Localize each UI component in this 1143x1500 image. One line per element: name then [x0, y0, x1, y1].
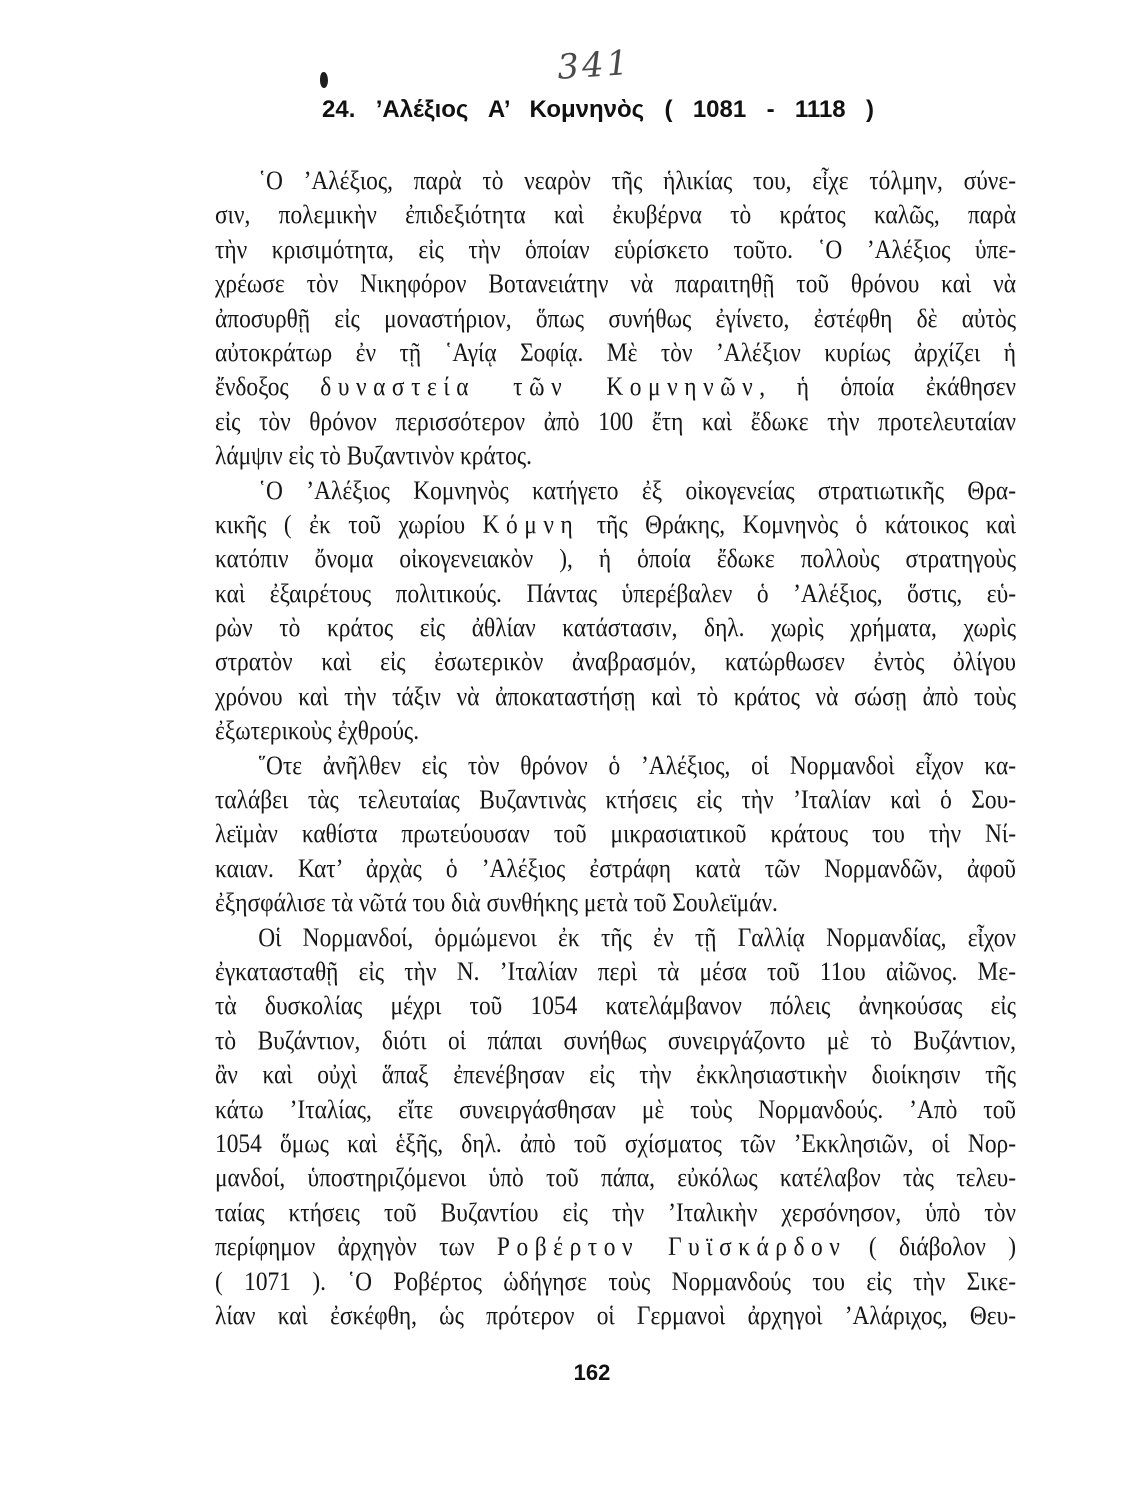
text-line: ἀποσυρθῇ εἰς μοναστήριον, ὅπως συνήθως ἐγίνετο, ἐστέφθη δὲ αὐτὸς: [215, 303, 1016, 333]
text-segment: τῆς Θράκης, Κομνηνὸς ὁ κάτοικος καὶ: [579, 509, 1017, 539]
text-line: λεϊμὰν καθίστα πρωτεύουσαν τοῦ μικρασιατικοῦ κράτους του τὴν Νί-: [215, 819, 1016, 849]
body-text: [215, 164, 1016, 1333]
text-segment: κικῆς ( ἐκ τοῦ χωρίου: [215, 509, 483, 539]
text-line: Οἱ Νορμανδοί, ὁρμώμενοι ἐκ τῆς ἐν τῇ Γαλλίᾳ Νορμανδίας, εἶχον: [258, 922, 1016, 952]
page-number: 162: [573, 1360, 611, 1385]
paragraph: [215, 474, 1016, 749]
text-line: καιαν. Κατ’ ἀρχὰς ὁ ’Αλέξιος ἐστράφη κατὰ τῶν Νορμανδῶν, ἀφοῦ: [215, 853, 1016, 883]
text-line: λάμψιν εἰς τὸ Βυζαντινὸν κράτος.: [215, 441, 532, 471]
text-line: ῞Οτε ἀνῆλθεν εἰς τὸν θρόνον ὁ ’Αλέξιος, οἱ Νορμανδοὶ εἶχον κα-: [258, 750, 1016, 780]
text-line: λίαν καὶ ἐσκέφθη, ὡς πρότερον οἱ Γερμανοὶ ἀρχηγοὶ ’Αλάριχος, Θευ-: [215, 1300, 1016, 1330]
text-line: ταλάβει τὰς τελευταίας Βυζαντινὰς κτήσεις εἰς τὴν ’Ιταλίαν καὶ ὁ Σου-: [215, 785, 1016, 815]
text-line: 1054 ὅμως καὶ ἑξῆς, δηλ. ἀπὸ τοῦ σχίσματος τῶν ’Εκκλησιῶν, οἱ Νορ-: [215, 1128, 1016, 1158]
chapter-title: 24. ’Αλέξιος Α’ Κομνηνὸς ( 1081 - 1118 ): [322, 96, 874, 123]
text-line: ρὼν τὸ κράτος εἰς ἀθλίαν κατάστασιν, δηλ. χωρὶς χρήματα, χωρὶς: [215, 613, 1016, 643]
text-line: ἐγκατασταθῇ εἰς τὴν Ν. ’Ιταλίαν περὶ τὰ μέσα τοῦ 11ου αἰῶνος. Με-: [215, 956, 1016, 986]
text-segment: περίφημον ἀρχηγὸν των: [215, 1232, 497, 1262]
text-line: ῾Ο ’Αλέξιος, παρὰ τὸ νεαρὸν τῆς ἡλικίας του, εἶχε τόλμην, σύνε-: [258, 166, 1016, 195]
text-line: [215, 1230, 1016, 1264]
handwritten-page-note: 341: [556, 42, 633, 88]
text-line: ἂν καὶ οὐχὶ ἅπαξ ἐπενέβησαν εἰς τὴν ἐκκλησιαστικὴν διοίκησιν τῆς: [215, 1060, 1016, 1090]
text-line: καὶ ἐξαιρέτους πολιτικούς. Πάντας ὑπερέβαλεν ὁ ’Αλέξιος, ὅστις, εὑ-: [215, 578, 1016, 608]
text-line: τὸ Βυζάντιον, διότι οἱ πάπαι συνήθως συνειργάζοντο μὲ τὸ Βυζάντιον,: [215, 1025, 1016, 1055]
text-line: [215, 370, 1016, 404]
letterspaced-emphasis: δυναστεία τῶν Κομνηνῶν: [320, 372, 760, 402]
letterspaced-emphasis: Ροβέρτον Γυϊσκάρδον: [496, 1232, 847, 1262]
text-line: τὰ δυσκολίας μέχρι τοῦ 1054 κατελάμβανον πόλεις ἀνηκούσας εἰς: [215, 991, 1016, 1021]
letterspaced-emphasis: Κόμνη: [482, 509, 580, 539]
text-line: ἐξησφάλισε τὰ νῶτά του διὰ συνθήκης μετὰ τοῦ Σουλεϊμάν.: [215, 888, 778, 918]
text-line: σιν, πολεμικὴν ἐπιδεξιότητα καὶ ἐκυβέρνα τὸ κράτος καλῶς, παρὰ: [215, 200, 1016, 230]
text-line: μανδοί, ὑποστηριζόμενοι ὑπὸ τοῦ πάπα, εὐκόλως κατέλαβον τὰς τελευ-: [215, 1163, 1016, 1193]
paragraph: [215, 164, 1016, 474]
text-line: χρόνου καὶ τὴν τάξιν νὰ ἀποκαταστήσῃ καὶ τὸ κράτος νὰ σώσῃ ἀπὸ τοὺς: [215, 681, 1016, 711]
text-line: [215, 508, 1016, 542]
paragraph: [215, 749, 1016, 921]
text-line: ἐξωτερικοὺς ἐχθρούς.: [215, 716, 420, 746]
text-line: ( 1071 ). ῾Ο Ροβέρτος ὡδήγησε τοὺς Νορμανδούς του εἰς τὴν Σικε-: [215, 1266, 1016, 1296]
text-segment: ἔνδοξος: [215, 372, 321, 402]
text-line: κατόπιν ὄνομα οἰκογενειακὸν ), ἡ ὁποία ἔδωκε πολλοὺς στρατηγοὺς: [215, 544, 1016, 574]
text-line: ταίας κτήσεις τοῦ Βυζαντίου εἰς τὴν ’Ιταλικὴν χερσόνησον, ὑπὸ τὸν: [215, 1197, 1016, 1227]
text-segment: , ἡ ὁποία ἐκάθησεν: [759, 372, 1016, 402]
text-line: εἰς τὸν θρόνον περισσότερον ἀπὸ 100 ἔτη καὶ ἔδωκε τὴν προτελευταίαν: [215, 406, 1016, 436]
text-line: στρατὸν καὶ εἰς ἐσωτερικὸν ἀναβρασμόν, κατώρθωσεν ἐντὸς ὀλίγου: [215, 647, 1016, 677]
text-line: κάτω ’Ιταλίας, εἴτε συνειργάσθησαν μὲ τοὺς Νορμανδούς. ’Απὸ τοῦ: [215, 1094, 1016, 1124]
ink-smudge: [320, 72, 328, 88]
text-segment: ( διάβολον ): [846, 1232, 1017, 1262]
text-line: χρέωσε τὸν Νικηφόρον Βοτανειάτην νὰ παραιτηθῇ τοῦ θρόνου καὶ νὰ: [215, 269, 1016, 299]
text-line: τὴν κρισιμότητα, εἰς τὴν ὁποίαν εὑρίσκετο τοῦτο. ῾Ο ’Αλέξιος ὑπε-: [215, 234, 1016, 264]
text-line: ῾Ο ’Αλέξιος Κομνηνὸς κατήγετο ἐξ οἰκογενείας στρατιωτικῆς Θρα-: [258, 475, 1016, 505]
paragraph: [215, 921, 1016, 1334]
text-line: αὐτοκράτωρ ἐν τῇ ῾Αγίᾳ Σοφίᾳ. Μὲ τὸν ’Αλέξιον κυρίως ἀρχίζει ἡ: [215, 337, 1016, 367]
